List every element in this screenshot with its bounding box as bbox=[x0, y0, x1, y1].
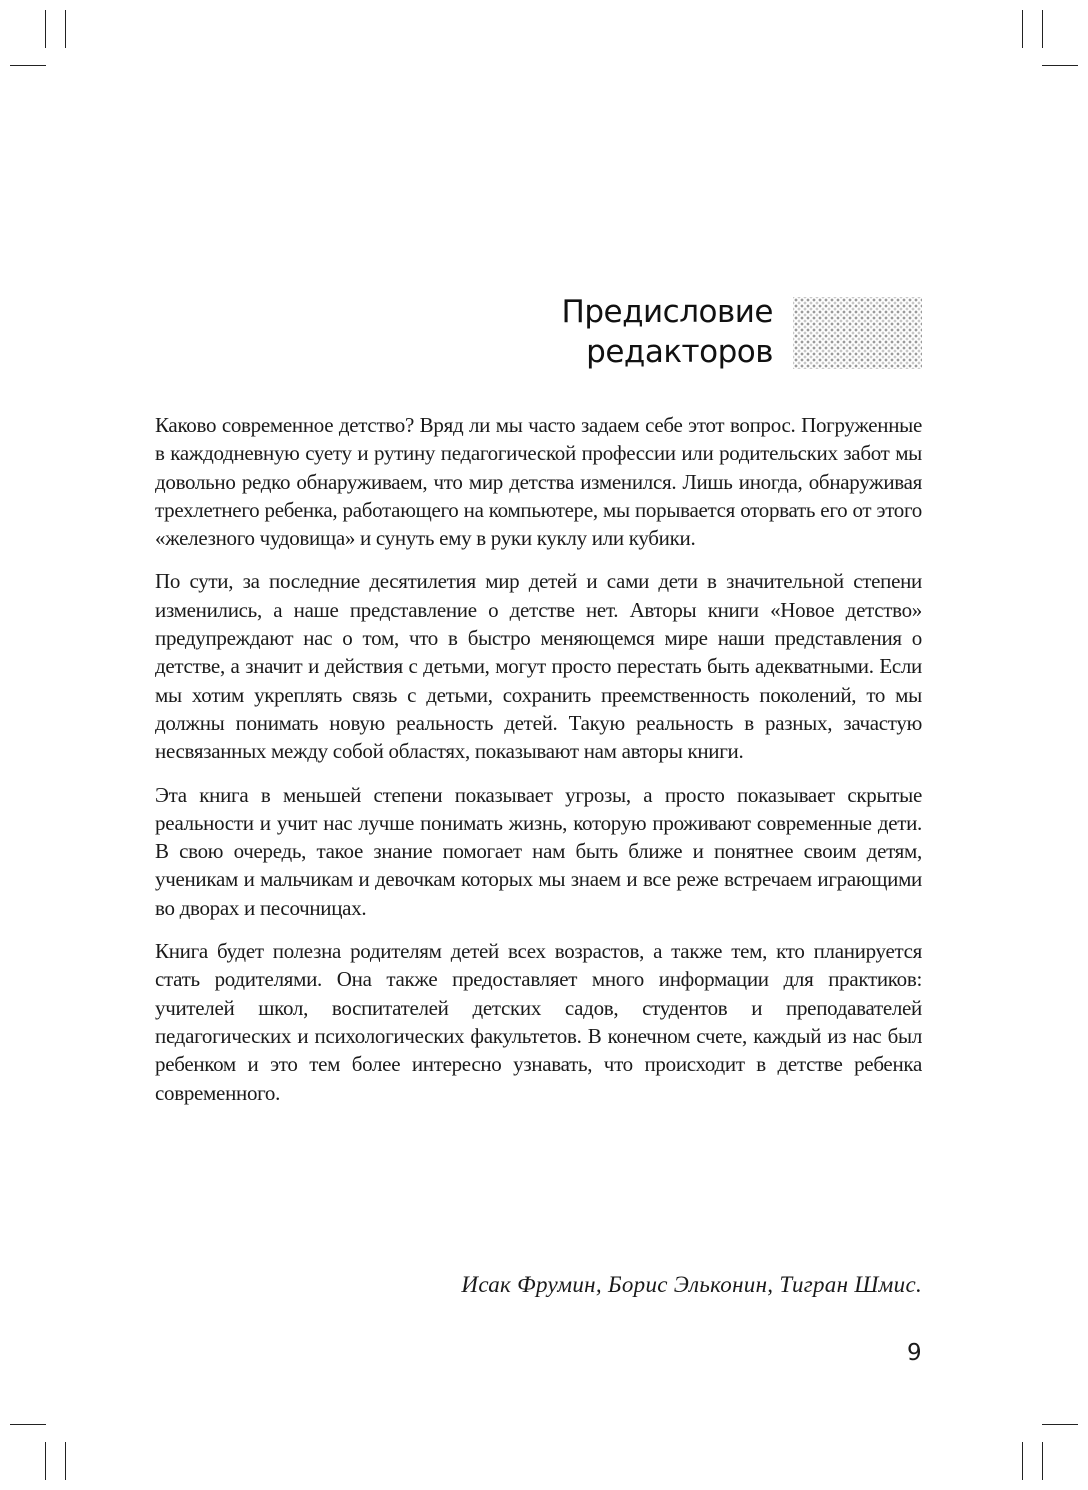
crop-mark bbox=[1042, 1442, 1043, 1480]
crop-mark bbox=[1042, 65, 1078, 66]
crop-mark bbox=[1042, 10, 1043, 48]
crop-mark bbox=[65, 1442, 66, 1480]
chapter-title-line1: Предисловие bbox=[561, 294, 773, 330]
crop-mark bbox=[65, 10, 66, 48]
signature: Исак Фрумин, Борис Эльконин, Тигран Шмис. bbox=[461, 1272, 922, 1297]
body-text bbox=[155, 411, 922, 1122]
crop-mark bbox=[10, 65, 46, 66]
decorative-pattern-box bbox=[793, 297, 922, 369]
chapter-title bbox=[562, 292, 773, 372]
crop-mark bbox=[45, 10, 46, 48]
paragraph: По сути, за последние десятилетия мир детей и сами дети в значительной степени изменились, а наше представление о детстве нет. Авторы книги «Новое детство» предупреждают нас о том, что в быстро меняющемся мире наши представления о детстве, а значит и действия с детьми, могут просто перестать быть адекватными. Если мы хотим укреплять связь с детьми, сохранить преемственность поколений, то мы должны понимать новую реальность детей. Такую реальность в разных, зачастую несвязанных между собой областях, показывают нам авторы книги. bbox=[155, 569, 922, 764]
page-number: 9 bbox=[907, 1340, 922, 1366]
chapter-title-line2: редакторов bbox=[586, 334, 773, 370]
crop-mark bbox=[1042, 1424, 1078, 1425]
crop-mark bbox=[10, 1424, 46, 1425]
crop-mark bbox=[1022, 10, 1023, 48]
crop-mark bbox=[1022, 1442, 1023, 1480]
crop-mark bbox=[45, 1442, 46, 1480]
paragraph: Эта книга в меньшей степени показывает угрозы, а просто показывает скрытые реальности и учит нас лучше понимать жизнь, которую проживают современные дети. В свою очередь, такое знание помогает нам быть ближе и понятнее своим детям, ученикам и мальчикам и девочкам которых мы знаем и все реже встречаем играющими во дворах и песочницах. bbox=[155, 782, 922, 920]
paragraph: Книга будет полезна родителям детей всех возрастов, а также тем, кто планируется стать родителями. Она также предоставляет много информации для практиков: учителей школ, воспитателей детских садов, студентов и преподавателей педагогических и психологических факультетов. В конечном счете, каждый из нас был ребенком и это тем более интересно узнавать, что происходит в детстве ребенка современного. bbox=[155, 939, 922, 1105]
paragraph: Каково современное детство? Вряд ли мы часто задаем себе этот вопрос. Погруженные в каждодневную суету и рутину педагогической профессии или родительских забот мы довольно редко обнаруживаем, что мир детства изменился. Лишь иногда, обнаруживая трехлетнего ребенка, работающего на компьютере, мы порывается оторвать его от этого «железного чудовища» и сунуть ему в руки куклу или кубики. bbox=[155, 413, 922, 551]
